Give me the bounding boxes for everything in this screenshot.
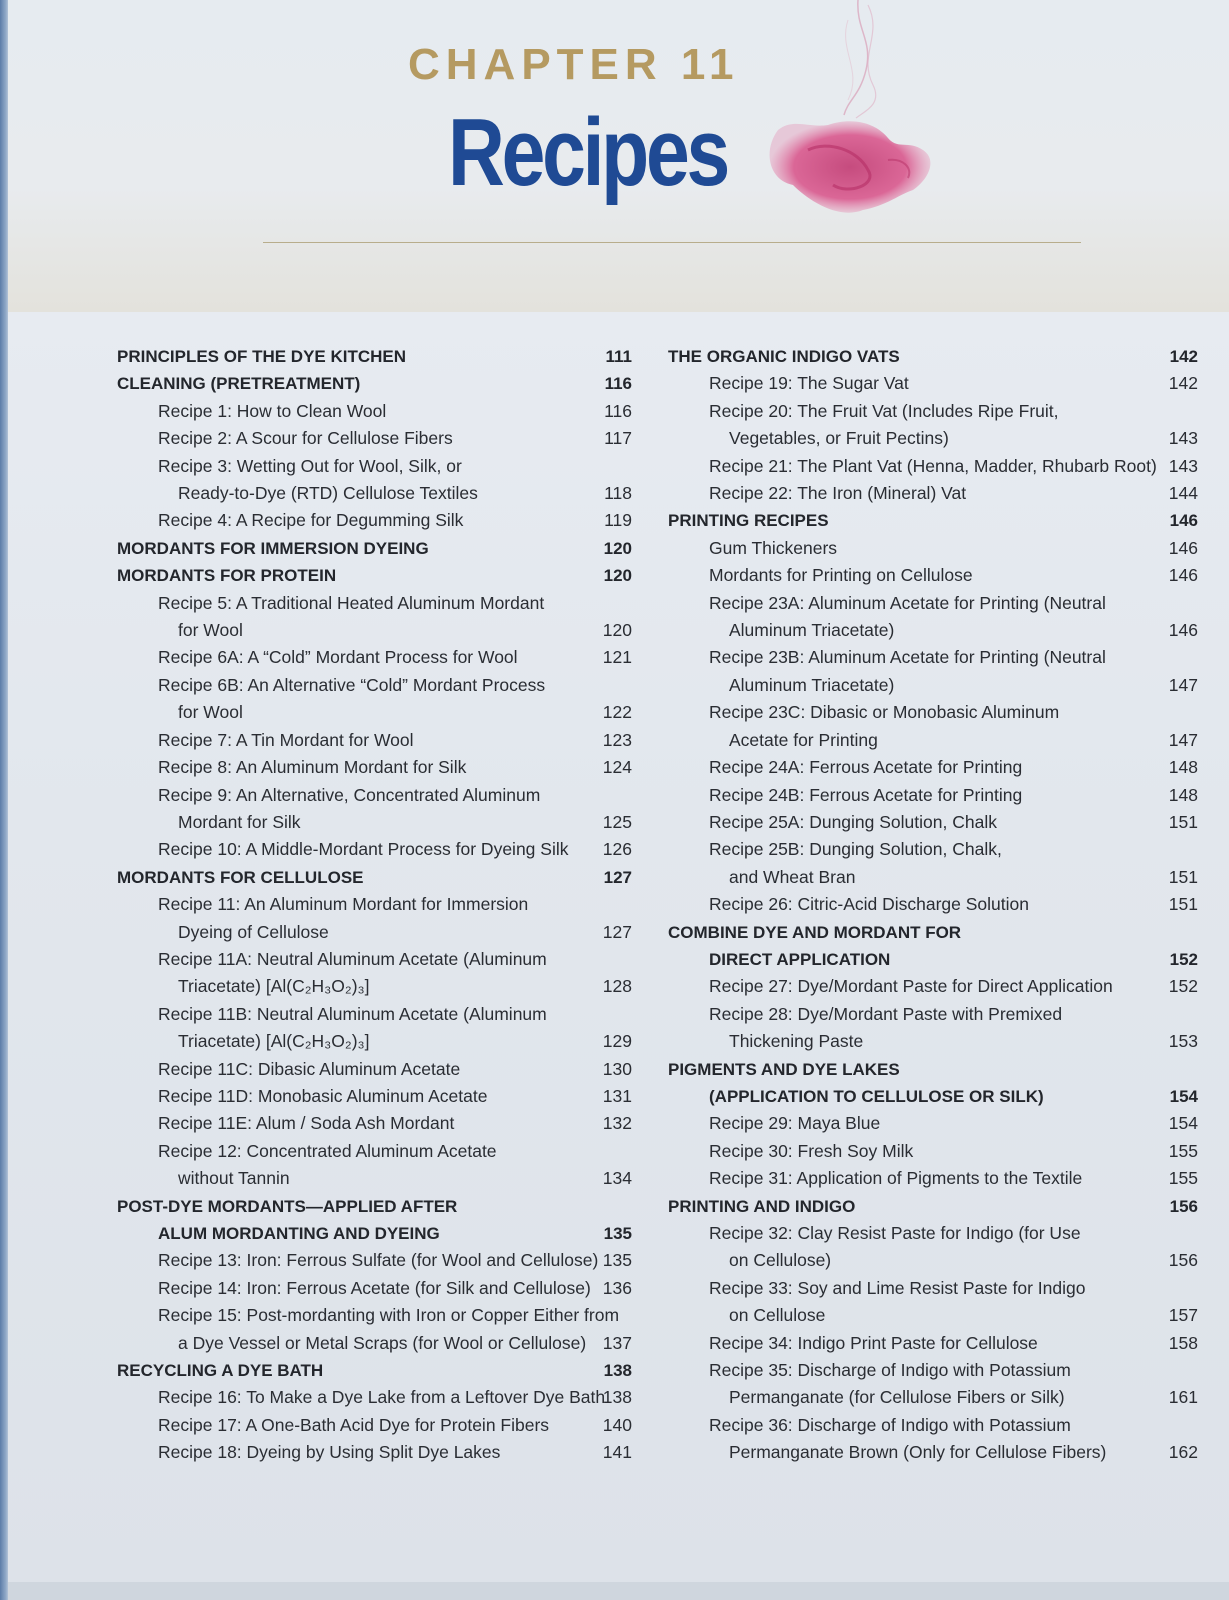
- toc-entry-title-line: Recipe 10: A Middle-Mordant Process for Dyeing Silk: [158, 839, 569, 860]
- toc-entry: [117, 836, 637, 863]
- toc-section-heading: [117, 864, 637, 891]
- toc-page-number: 146: [1169, 511, 1198, 531]
- toc-page-number: 153: [1168, 1031, 1198, 1052]
- toc-entry-title-line: Recipe 11: An Aluminum Mordant for Immersion: [158, 894, 529, 915]
- toc-entry-title-line: MORDANTS FOR CELLULOSE: [117, 867, 364, 887]
- toc-page-number: 142: [1169, 347, 1198, 366]
- toc-entry: [117, 1384, 637, 1411]
- toc-entry: [668, 1110, 1198, 1137]
- toc-page-number: 116: [604, 374, 632, 394]
- toc-entry: [117, 398, 637, 425]
- toc-entry: [668, 1001, 1198, 1056]
- toc-page-number: 125: [602, 811, 632, 832]
- toc-entry-title-line: Recipe 3: Wetting Out for Wool, Silk, or: [158, 455, 462, 476]
- toc-entry-title-line: Vegetables, or Fruit Pectins): [729, 428, 949, 449]
- toc-page-number: 158: [1168, 1332, 1198, 1353]
- toc-page-number: 151: [1168, 866, 1198, 887]
- toc-entry: [117, 590, 637, 645]
- toc-entry-title-line: without Tannin: [178, 1168, 290, 1189]
- toc-entry: [117, 1247, 637, 1274]
- toc-entry: [117, 1302, 637, 1357]
- toc-entry: [117, 453, 637, 508]
- toc-section-heading: [668, 1056, 1198, 1111]
- toc-entry: [117, 507, 637, 534]
- toc-entry: [668, 535, 1198, 562]
- toc-page-number: 120: [603, 538, 632, 558]
- toc-entry-title-line: Triacetate) [Al(C₂H₃O₂)₃]: [178, 976, 370, 997]
- toc-entry: [668, 1138, 1198, 1165]
- title-rule: [263, 242, 1081, 243]
- toc-entry-title-line: Recipe 4: A Recipe for Degumming Silk: [158, 510, 464, 531]
- toc-entry-title-line: Recipe 13: Iron: Ferrous Sulfate (for Wool and Cellulose): [158, 1250, 599, 1271]
- toc-entry-title-line: THE ORGANIC INDIGO VATS: [668, 347, 900, 366]
- toc-entry-title-line: Acetate for Printing: [729, 729, 878, 750]
- toc-page-number: 129: [602, 1031, 632, 1052]
- toc-page-number: 123: [602, 729, 632, 750]
- toc-entry-title-line: COMBINE DYE AND MORDANT FOR: [668, 922, 962, 942]
- toc-section-heading: [117, 343, 637, 370]
- toc-page-number: 137: [602, 1332, 632, 1353]
- ink-swirl-icon: [748, 0, 948, 230]
- toc-entry: [668, 836, 1198, 891]
- toc-entry-title-line: Recipe 23C: Dibasic or Monobasic Aluminum: [709, 702, 1060, 723]
- toc-page-number: 118: [604, 483, 632, 504]
- toc-page-number: 119: [604, 510, 632, 531]
- toc-entry: [668, 562, 1198, 589]
- toc-entry-title-line: for Wool: [178, 620, 243, 641]
- toc-entry: [668, 809, 1198, 836]
- toc-entry-title-line: Recipe 21: The Plant Vat (Henna, Madder, Rhubarb Root): [709, 455, 1157, 476]
- toc-entry-title-line: Recipe 32: Clay Resist Paste for Indigo (for Use: [709, 1223, 1081, 1243]
- toc-entry-title-line: CLEANING (PRETREATMENT): [117, 374, 361, 394]
- toc-page-number: 134: [602, 1168, 632, 1189]
- toc-entry: [117, 891, 637, 946]
- toc-page-number: 135: [602, 1250, 632, 1271]
- chapter-header: [8, 0, 1229, 312]
- toc-page-number: 154: [1168, 1113, 1198, 1134]
- toc-entry: [117, 644, 637, 671]
- toc-entry: [668, 1165, 1198, 1192]
- toc-page-number: 148: [1168, 784, 1198, 805]
- toc-entry-title-line: Recipe 23B: Aluminum Acetate for Printing (Neutral: [709, 647, 1106, 668]
- toc-section-heading: [117, 1357, 637, 1384]
- toc-page-number: 135: [603, 1224, 632, 1243]
- toc-page-number: 155: [1168, 1140, 1198, 1161]
- toc-entry-title-line: Aluminum Triacetate): [729, 674, 895, 695]
- toc-entry-title-line: Ready-to-Dye (RTD) Cellulose Textiles: [178, 483, 478, 504]
- toc-page-number: 126: [602, 839, 632, 860]
- toc-entry: [668, 1275, 1198, 1330]
- toc-page-number: 131: [602, 1085, 632, 1106]
- toc-page-number: 147: [1168, 729, 1198, 750]
- toc-entry-title-line: Recipe 26: Citric-Acid Discharge Solution: [709, 894, 1029, 915]
- toc-page-number: 157: [1168, 1305, 1198, 1326]
- toc-entry-title-line: Recipe 22: The Iron (Mineral) Vat: [709, 483, 967, 504]
- toc-page-number: 120: [602, 620, 632, 641]
- toc-entry-title-line: Recipe 7: A Tin Mordant for Wool: [158, 729, 414, 750]
- toc-page-number: 156: [1168, 1250, 1198, 1271]
- toc-entry-title-line: Recipe 14: Iron: Ferrous Acetate (for Silk and Cellulose): [158, 1277, 591, 1298]
- toc-page-number: 152: [1169, 949, 1198, 969]
- toc-entry: [668, 644, 1198, 699]
- toc-entry-title-line: Thickening Paste: [729, 1031, 864, 1052]
- toc-entry-title-line: PRINCIPLES OF THE DYE KITCHEN: [117, 347, 407, 366]
- toc-entry-title-line: Gum Thickeners: [709, 537, 838, 558]
- toc-page-number: 161: [1168, 1387, 1198, 1408]
- toc-entry-title-line: Recipe 19: The Sugar Vat: [709, 373, 909, 394]
- toc-page-number: 146: [1168, 620, 1198, 641]
- page-bottom-edge: [8, 1582, 1229, 1600]
- toc-entry-title-line: a Dye Vessel or Metal Scraps (for Wool or Cellulose): [178, 1332, 587, 1353]
- toc-page-number: 146: [1168, 565, 1198, 586]
- toc-entry-title-line: PRINTING AND INDIGO: [668, 1196, 856, 1216]
- toc-page-number: 130: [602, 1058, 632, 1079]
- toc-entry-title-line: Permanganate Brown (Only for Cellulose Fibers): [729, 1442, 1107, 1463]
- toc-entry-title-line: Recipe 9: An Alternative, Concentrated Aluminum: [158, 784, 541, 805]
- toc-page-number: 144: [1168, 483, 1198, 504]
- toc-page-number: 151: [1168, 894, 1198, 915]
- toc-entry-title-line: Recipe 6A: A “Cold” Mordant Process for Wool: [158, 647, 518, 668]
- toc-entry-title-line: Recipe 2: A Scour for Cellulose Fibers: [158, 428, 453, 449]
- toc-column-right: [668, 343, 1198, 1467]
- toc-page-number: 140: [602, 1414, 632, 1435]
- toc-entry-title-line: MORDANTS FOR IMMERSION DYEING: [117, 538, 429, 558]
- toc-entry: [668, 782, 1198, 809]
- toc-entry-title-line: RECYCLING A DYE BATH: [117, 1361, 324, 1381]
- toc-page-number: 155: [1168, 1168, 1198, 1189]
- toc-page-number: 124: [602, 757, 632, 778]
- toc-entry-title-line: Recipe 20: The Fruit Vat (Includes Ripe Fruit,: [709, 400, 1059, 421]
- toc-page-number: 117: [604, 428, 632, 449]
- toc-entry-title-line: for Wool: [178, 702, 243, 723]
- toc-page-number: 136: [602, 1277, 632, 1298]
- toc-entry-title-line: Recipe 11C: Dibasic Aluminum Acetate: [158, 1058, 461, 1079]
- toc-entry-title-line: Recipe 33: Soy and Lime Resist Paste for Indigo: [709, 1277, 1086, 1298]
- toc-entry: [117, 1083, 637, 1110]
- toc-entry-title-line: Recipe 34: Indigo Print Paste for Cellulose: [709, 1332, 1038, 1353]
- toc-entry-title-line: DIRECT APPLICATION: [709, 949, 891, 969]
- toc-section-heading: [117, 535, 637, 562]
- toc-entry-title-line: Recipe 24A: Ferrous Acetate for Printing: [709, 757, 1023, 778]
- toc-entry-title-line: on Cellulose: [729, 1305, 826, 1326]
- toc-page-number: 147: [1168, 674, 1198, 695]
- toc-entry-title-line: Recipe 24B: Ferrous Acetate for Printing: [709, 784, 1023, 805]
- toc-entry: [668, 973, 1198, 1000]
- toc-entry: [668, 754, 1198, 781]
- toc-entry: [668, 891, 1198, 918]
- toc-entry: [117, 1439, 637, 1466]
- toc-entry-title-line: Recipe 5: A Traditional Heated Aluminum Mordant: [158, 592, 545, 613]
- toc-entry-title-line: Recipe 31: Application of Pigments to the Textile: [709, 1168, 1083, 1189]
- toc-section-heading: [668, 1193, 1198, 1220]
- toc-entry: [117, 1138, 637, 1193]
- toc-section-heading: [117, 370, 637, 397]
- toc-entry-title-line: Recipe 30: Fresh Soy Milk: [709, 1140, 914, 1161]
- toc-page-number: 116: [604, 400, 632, 421]
- toc-entry-title-line: Recipe 11A: Neutral Aluminum Acetate (Aluminum: [158, 948, 547, 969]
- toc-column-left: [117, 343, 637, 1467]
- toc-entry: [117, 425, 637, 452]
- toc-entry-title-line: PIGMENTS AND DYE LAKES: [668, 1059, 900, 1079]
- toc-entry-title-line: (APPLICATION TO CELLULOSE OR SILK): [709, 1086, 1044, 1106]
- toc-page-number: 111: [605, 347, 632, 366]
- toc-entry-title-line: Recipe 29: Maya Blue: [709, 1113, 881, 1134]
- toc-entry: [668, 398, 1198, 453]
- toc-entry-title-line: Recipe 1: How to Clean Wool: [158, 400, 387, 421]
- toc-entry-title-line: Recipe 23A: Aluminum Acetate for Printing (Neutral: [709, 592, 1106, 613]
- toc-entry: [668, 699, 1198, 754]
- toc-entry: [668, 1220, 1198, 1275]
- toc-page-number: 146: [1168, 537, 1198, 558]
- toc-page-number: 128: [602, 976, 632, 997]
- chapter-title: Recipes: [448, 99, 727, 206]
- toc-entry-title-line: Recipe 25B: Dunging Solution, Chalk,: [709, 839, 1002, 860]
- toc-entry: [117, 1412, 637, 1439]
- toc-entry: [117, 946, 637, 1001]
- toc-entry: [668, 590, 1198, 645]
- toc-entry-title-line: Recipe 6B: An Alternative “Cold” Mordant Process: [158, 674, 546, 695]
- toc-page-number: 148: [1168, 757, 1198, 778]
- toc-entry-title-line: Permanganate (for Cellulose Fibers or Silk): [729, 1387, 1065, 1408]
- toc-entry: [117, 1110, 637, 1137]
- toc-entry: [668, 370, 1198, 397]
- toc-entry: [117, 672, 637, 727]
- toc-entry: [668, 453, 1198, 480]
- toc-page-number: 154: [1169, 1086, 1198, 1106]
- toc-page-number: 162: [1168, 1442, 1198, 1463]
- toc-entry: [668, 1412, 1198, 1467]
- toc-page-number: 132: [602, 1113, 632, 1134]
- toc-entry-title-line: Recipe 35: Discharge of Indigo with Potassium: [709, 1360, 1071, 1381]
- toc-page-number: 156: [1169, 1196, 1198, 1216]
- toc-page-number: 122: [602, 702, 632, 723]
- toc-page-number: 121: [602, 647, 632, 668]
- toc-entry-title-line: ALUM MORDANTING AND DYEING: [158, 1224, 440, 1243]
- toc-entry-title-line: MORDANTS FOR PROTEIN: [117, 566, 337, 586]
- toc-entry: [668, 1330, 1198, 1357]
- toc-entry-title-line: Aluminum Triacetate): [729, 620, 895, 641]
- toc-section-heading: [117, 562, 637, 589]
- toc-entry-title-line: Recipe 11B: Neutral Aluminum Acetate (Aluminum: [158, 1003, 547, 1024]
- toc-entry-title-line: Recipe 16: To Make a Dye Lake from a Leftover Dye Bath: [158, 1387, 606, 1408]
- toc-page-number: 138: [603, 1361, 632, 1381]
- toc-page-number: 142: [1168, 373, 1198, 394]
- toc-page-number: 151: [1168, 811, 1198, 832]
- toc-entry-title-line: PRINTING RECIPES: [668, 511, 829, 531]
- toc-entry: [117, 782, 637, 837]
- toc-section-heading: [668, 919, 1198, 974]
- toc-entry: [117, 1001, 637, 1056]
- toc-page-number: 138: [602, 1387, 632, 1408]
- toc-entry-title-line: Recipe 8: An Aluminum Mordant for Silk: [158, 757, 467, 778]
- toc-page-number: 127: [603, 867, 632, 887]
- chapter-label: CHAPTER 11: [408, 40, 740, 89]
- toc-entry: [117, 1275, 637, 1302]
- toc-entry-title-line: Recipe 17: A One-Bath Acid Dye for Protein Fibers: [158, 1414, 550, 1435]
- toc-entry: [668, 480, 1198, 507]
- toc-entry-title-line: Triacetate) [Al(C₂H₃O₂)₃]: [178, 1031, 370, 1052]
- toc-page-number: 143: [1168, 455, 1198, 476]
- toc-entry-title-line: Recipe 36: Discharge of Indigo with Potassium: [709, 1414, 1071, 1435]
- toc-page-number: 141: [602, 1442, 632, 1463]
- toc-page-number: 152: [1168, 976, 1198, 997]
- toc-entry-title-line: Recipe 11E: Alum / Soda Ash Mordant: [158, 1113, 455, 1134]
- toc-entry-title-line: POST-DYE MORDANTS—APPLIED AFTER: [117, 1196, 458, 1216]
- toc-entry-title-line: Recipe 15: Post-mordanting with Iron or Copper Either from: [158, 1305, 620, 1326]
- toc-section-heading: [668, 507, 1198, 534]
- toc-entry-title-line: Recipe 11D: Monobasic Aluminum Acetate: [158, 1085, 488, 1106]
- toc-entry: [668, 1357, 1198, 1412]
- toc-entry-title-line: on Cellulose): [729, 1250, 832, 1271]
- toc-entry-title-line: Dyeing of Cellulose: [178, 921, 329, 942]
- toc-page-number: 143: [1168, 428, 1198, 449]
- toc-entry-title-line: Mordant for Silk: [178, 811, 301, 832]
- toc-entry-title-line: Recipe 25A: Dunging Solution, Chalk: [709, 811, 997, 832]
- toc-entry-title-line: Mordants for Printing on Cellulose: [709, 565, 973, 586]
- toc-page-number: 120: [603, 566, 632, 586]
- toc-entry-title-line: Recipe 28: Dye/Mordant Paste with Premixed: [709, 1003, 1063, 1024]
- toc-entry-title-line: Recipe 18: Dyeing by Using Split Dye Lakes: [158, 1442, 501, 1463]
- toc-entry-title-line: Recipe 27: Dye/Mordant Paste for Direct Application: [709, 976, 1113, 997]
- toc-entry: [117, 1056, 637, 1083]
- toc-entry: [117, 727, 637, 754]
- toc-entry: [117, 754, 637, 781]
- toc-section-heading: [668, 343, 1198, 370]
- toc-page-number: 127: [602, 921, 632, 942]
- toc-entry-title-line: and Wheat Bran: [729, 866, 856, 887]
- toc-section-heading: [117, 1193, 637, 1248]
- toc-entry-title-line: Recipe 12: Concentrated Aluminum Acetate: [158, 1140, 497, 1161]
